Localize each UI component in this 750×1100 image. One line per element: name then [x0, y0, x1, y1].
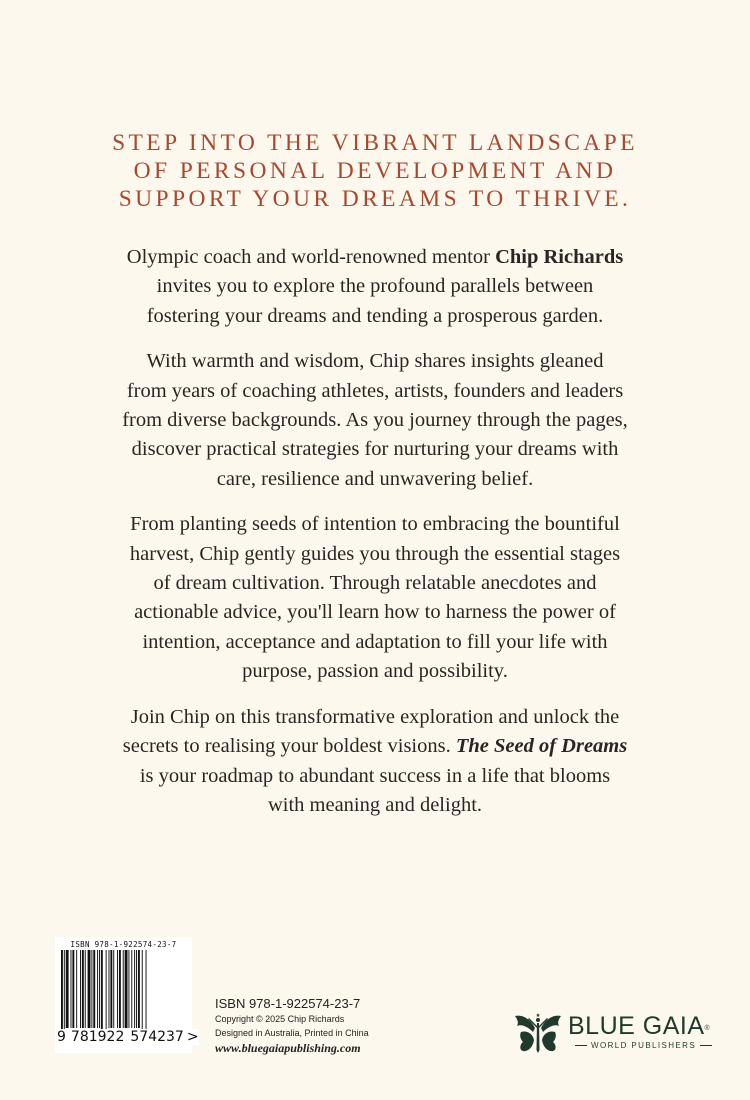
barcode-bar	[109, 950, 110, 1028]
barcode-bar	[61, 950, 63, 1036]
paragraph-line: is your roadmap to abundant success in a life that blooms	[139, 764, 611, 787]
publisher-tagline	[571, 1041, 716, 1050]
imprint-info	[215, 995, 369, 1057]
barcode-bar	[136, 950, 137, 1028]
barcode-digit-trail: >	[186, 1029, 199, 1045]
paragraph-2	[40, 347, 710, 494]
paragraph-line: of dream cultivation. Through relatable anecdotes and	[153, 572, 597, 595]
publisher-website-link[interactable]: www.bluegaiapublishing.com	[215, 1041, 361, 1055]
butterfly-figure-icon	[513, 1012, 563, 1054]
registered-mark: ®	[704, 1025, 711, 1032]
headline	[0, 129, 750, 213]
barcode-bar	[88, 950, 91, 1028]
barcode-bar	[72, 950, 74, 1028]
barcode-bar	[128, 950, 129, 1028]
paragraph-line: Join Chip on this transformative exploration and unlock the	[130, 705, 620, 728]
book-title: The Seed of Dreams	[455, 735, 628, 758]
barcode-bar	[110, 950, 112, 1028]
paragraph-line: fostering your dreams and tending a prosperous garden.	[146, 304, 604, 327]
paragraph-line: care, resilience and unwavering belief.	[216, 467, 534, 490]
barcode-bar	[142, 950, 143, 1036]
paragraph-line: actionable advice, you'll learn how to harness the power of	[134, 601, 616, 624]
paragraph-line: From planting seeds of intention to embracing the bountiful	[130, 513, 620, 536]
barcode-bar	[113, 950, 114, 1028]
barcode-bar	[99, 950, 100, 1028]
barcode-bar	[146, 950, 147, 1036]
paragraph-line: from years of coaching athletes, artists, founders and leaders	[126, 379, 624, 402]
barcode-bar	[66, 950, 69, 1028]
paragraph-line: With warmth and wisdom, Chip shares insights gleaned	[146, 350, 604, 373]
imprint-origin: Designed in Australia, Printed in China	[215, 1028, 369, 1038]
barcode-bar	[71, 950, 72, 1028]
paragraph-line: with meaning and delight.	[267, 793, 483, 816]
paragraph-3	[40, 510, 710, 686]
paragraph-line: intention, acceptance and adaptation to fill your life with	[142, 630, 608, 653]
paragraph-line: invites you to explore the profound parallels between	[156, 275, 594, 298]
isbn-barcode	[55, 937, 199, 1053]
imprint-isbn: ISBN 978-1-922574-23-7	[215, 996, 361, 1011]
barcode-bar	[138, 950, 140, 1028]
barcode-bar	[80, 950, 81, 1028]
barcode-bar	[93, 950, 95, 1028]
barcode-bar	[64, 950, 65, 1036]
barcode-isbn-label: ISBN 978-1-922574-23-7	[70, 940, 177, 949]
barcode-bar	[123, 950, 124, 1028]
publisher-name-text: BLUE GAIA	[568, 1012, 705, 1040]
divider	[700, 1045, 712, 1046]
barcode-bar	[131, 950, 132, 1028]
barcode-bar	[117, 950, 118, 1028]
barcode-bar	[91, 950, 92, 1028]
barcode-bar	[82, 950, 84, 1028]
paragraph-line: harvest, Chip gently guides you through the essential stages	[129, 542, 621, 565]
barcode-bar	[119, 950, 121, 1028]
paragraph-1	[40, 243, 710, 331]
barcode-bar	[101, 950, 103, 1036]
paragraph-line: from diverse backgrounds. As you journey through the pages,	[122, 409, 628, 432]
publisher-name	[568, 1012, 710, 1040]
barcode-digit-lead: 9	[57, 1029, 66, 1045]
barcode-bar	[76, 950, 77, 1028]
barcode-bar	[134, 950, 135, 1028]
barcode-digits	[57, 1029, 199, 1045]
divider	[575, 1045, 587, 1046]
barcode-bar	[97, 950, 98, 1028]
barcode-bar	[85, 950, 86, 1028]
text-span: Olympic coach and world-renowned mentor	[126, 246, 496, 268]
headline-line-2: OF PERSONAL DEVELOPMENT AND	[133, 158, 617, 184]
text-span: secrets to realising your boldest visions.	[122, 735, 456, 758]
author-name: Chip Richards	[495, 246, 624, 268]
barcode-digit-group-2: 574237	[130, 1029, 184, 1045]
paragraph-line	[40, 243, 710, 272]
publisher-tagline-text: WORLD PUBLISHERS	[591, 1041, 697, 1050]
paragraph-4	[40, 703, 710, 821]
barcode-digit-group-1: 781922	[70, 1029, 125, 1045]
barcode-bars	[61, 950, 179, 1038]
barcode-bar	[106, 950, 107, 1036]
paragraph-line: purpose, passion and possibility.	[242, 660, 508, 683]
paragraph-line: discover practical strategies for nurturing your dreams with	[131, 438, 619, 461]
headline-line-3: SUPPORT YOUR DREAMS TO THRIVE.	[118, 186, 632, 212]
barcode-bar	[125, 950, 128, 1028]
imprint-copyright: Copyright © 2025 Chip Richards	[215, 1014, 345, 1024]
headline-line-1: STEP INTO THE VIBRANT LANDSCAPE	[112, 130, 638, 156]
publisher-logo	[513, 1012, 713, 1057]
paragraph-line	[40, 732, 710, 761]
blurb	[40, 243, 710, 836]
